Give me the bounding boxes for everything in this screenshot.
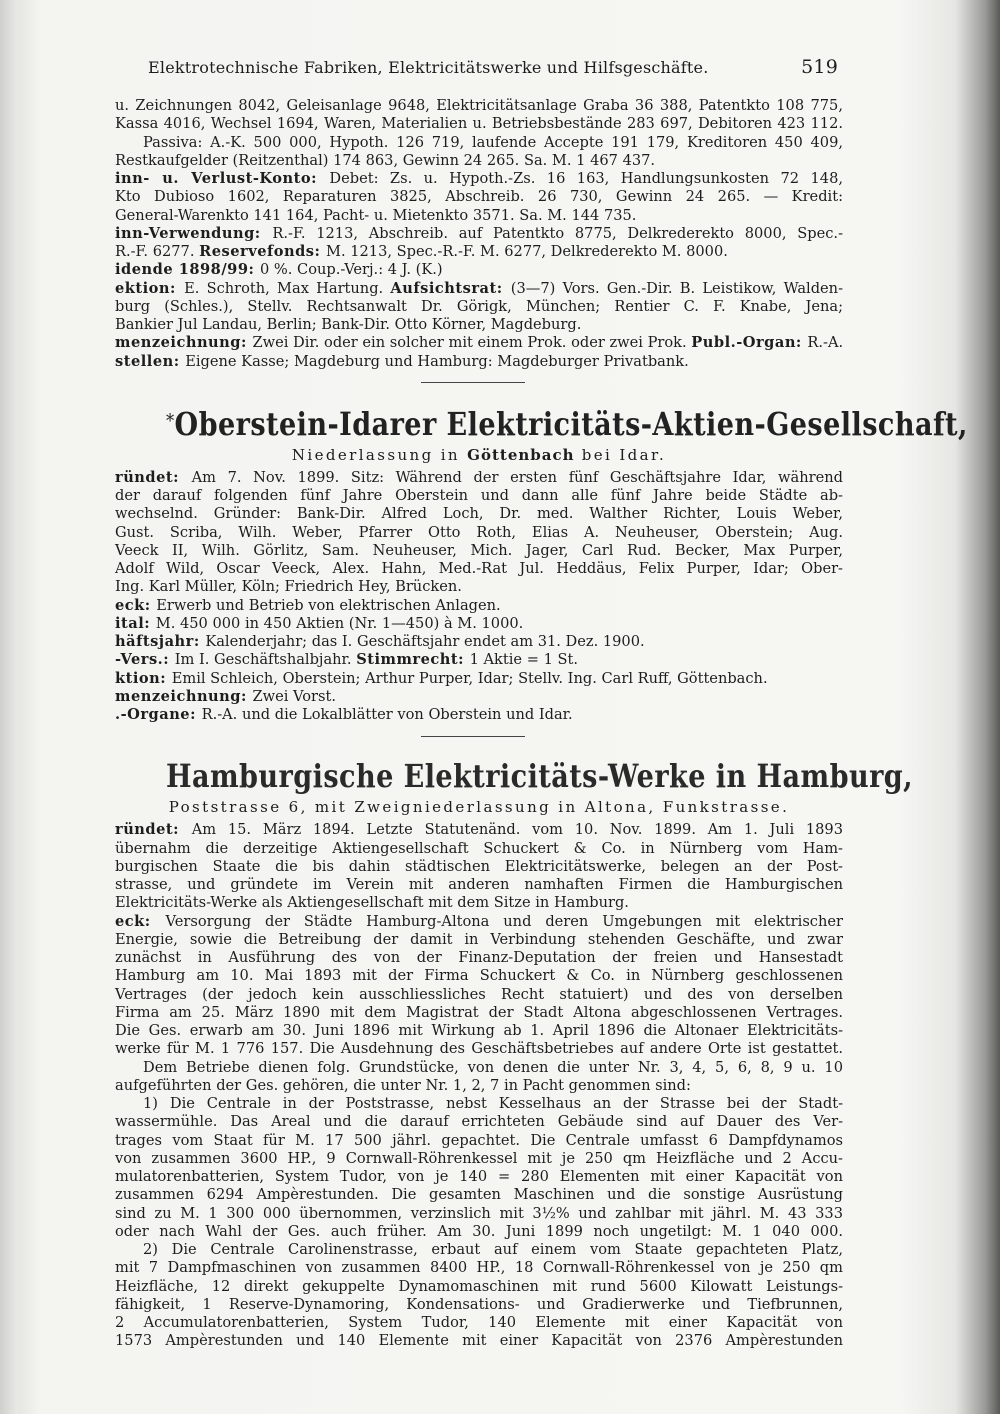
text-line (115, 578, 843, 596)
text-line (115, 1040, 843, 1058)
text-line (115, 597, 843, 615)
field-label: eck: (115, 912, 166, 930)
field-label: eck: (115, 596, 157, 614)
text-line (115, 316, 843, 334)
field-text: Firma am 25. März 1890 mit dem Magistrat der Stadt Altona abgeschlossenen Vertrages. (115, 1003, 843, 1021)
text-line (115, 524, 843, 542)
text-line (115, 1059, 843, 1077)
field-text: oder nach Wahl der Ges. auch früher. Am 30. Juni 1899 noch ungetilgt: M. 1 040 000. (115, 1222, 843, 1240)
text-line (115, 1022, 843, 1040)
asterisk-mark: * (165, 409, 175, 432)
text-line (115, 334, 843, 352)
text-line (115, 706, 843, 724)
page-body (115, 97, 968, 1351)
text-line (115, 97, 843, 115)
text-line (115, 1296, 843, 1314)
field-text: Zwei Vorst. (252, 687, 336, 705)
field-text: Energie, sowie die Betreibung der damit in Verbindung stehenden Geschäfte, und zwar (115, 930, 843, 948)
text-line (115, 225, 843, 243)
field-label: ründet: (115, 821, 192, 839)
field-text: Adolf Wild, Oscar Veeck, Alex. Hahn, Med.-Rat Jul. Heddäus, Felix Purper, Idar; Ober- (115, 560, 843, 577)
section-divider (421, 382, 525, 383)
field-label: häftsjahr: (115, 633, 206, 650)
field-text: wassermühle. Das Areal und die darauf errichteten Gebäude sind auf Dauer des Ver- (115, 1113, 843, 1131)
company-title: Hamburgische Elektricitäts-Werke in Hamburg, (165, 758, 914, 796)
text-line (115, 152, 843, 170)
field-text: Zwei Dir. oder ein solcher mit einem Prok. oder zwei Prok. (252, 334, 692, 352)
field-text: Kassa 4016, Wechsel 1694, Waren, Materialien u. Betriebsbestände 283 697, Debitoren 423 112. (115, 115, 843, 133)
text-line (115, 542, 843, 560)
field-label: inn-Verwendung: (115, 224, 273, 242)
text-line (115, 840, 843, 858)
field-text: aufgeführten der Ges. gehören, die unter Nr. 1, 2, 7 in Pacht genommen sind: (115, 1076, 691, 1094)
text-line (115, 280, 843, 298)
text-line (115, 1150, 843, 1168)
text-line (115, 688, 843, 706)
field-text: 2 Accumulatorenbatterien, System Tudor, 140 Elemente mit einer Kapacität von (115, 1314, 843, 1331)
text-line (115, 1278, 843, 1296)
field-text: übernahm die derzeitige Aktiengesellschaft Schuckert & Co. in Nürnberg vom Ham- (115, 839, 843, 857)
field-text: Kto Dubioso 1602, Reparaturen 3825, Abschreib. 26 730, Gewinn 24 265. — Kredit: (115, 188, 843, 206)
text-line (115, 115, 843, 133)
field-label: inn- u. Verlust-Konto: (115, 170, 330, 187)
text-line (115, 1113, 843, 1131)
field-text: Dem Betriebe dienen folg. Grundstücke, von denen die unter Nr. 3, 4, 5, 6, 8, 9 u. 10 (143, 1058, 843, 1076)
text-line (115, 1314, 843, 1332)
field-text: Am 15. März 1894. Letzte Statutenänd. vom 10. Nov. 1899. Am 1. Juli 1893 (191, 821, 844, 839)
company-subtitle: Poststrasse 6, mit Zweigniederlassung in Altona, Funkstrasse. (168, 798, 790, 817)
field-text: mulatorenbatterien, System Tudor, von je 140 = 280 Elementen mit einer Kapacität von (115, 1168, 843, 1185)
field-text: Bankier Jul Landau, Berlin; Bank-Dir. Otto Körner, Magdeburg. (115, 316, 582, 333)
previous-entry-continuation (115, 97, 843, 371)
field-text: General-Warenkto 141 164, Pacht- u. Mietenkto 3571. Sa. M. 144 735. (115, 206, 637, 224)
field-label: ründet: (115, 468, 192, 486)
text-line (115, 1332, 843, 1350)
binding-gutter (0, 0, 18, 1414)
field-text: sind zu M. 1 300 000 übernommen, verzinslich mit 3½% und zahlbar mit jährl. M. 43 333 (115, 1204, 843, 1222)
field-text: Die Ges. erwarb am 30. Juni 1896 mit Wirkung ab 1. April 1896 die Altonaer Elektricitäts- (115, 1022, 843, 1039)
field-text: Passiva: A.-K. 500 000, Hypoth. 126 719, laufende Accepte 191 179, Kreditoren 450 409, (143, 133, 843, 151)
text-line (115, 651, 843, 669)
field-text: Erwerb und Betrieb von elektrischen Anlagen. (156, 596, 501, 614)
text-line (115, 615, 843, 633)
field-text: der darauf folgenden fünf Jahre Oberstein und dann alle fünf Jahre beide Städte ab- (115, 487, 843, 504)
field-text: burg (Schles.), Stellv. Rechtsanwalt Dr. Görigk, München; Rentier C. F. Knabe, Jena; (115, 297, 843, 315)
field-text: E. Schroth, Max Hartung. (184, 279, 391, 297)
field-text: Emil Schleich, Oberstein; Arthur Purper, Idar; Stellv. Ing. Carl Ruff, Göttenbach. (171, 669, 768, 687)
field-label: menzeichnung: (115, 687, 253, 705)
text-line (115, 821, 843, 839)
text-line (115, 1186, 843, 1204)
field-label: Aufsichtsrat: (390, 279, 511, 297)
field-text: Versorgung der Städte Hamburg-Altona und deren Umgebungen mit elektrischer (165, 912, 843, 930)
text-line (115, 894, 843, 912)
field-text: R.-A. und die Lokalblätter von Oberstein und Idar. (201, 706, 573, 723)
field-text: von zusammen 3600 HP., 9 Cornwall-Röhrenkessel mit je 250 qm Heizfläche und 2 Accu- (115, 1149, 843, 1167)
field-text: 2) Die Centrale Carolinenstrasse, erbaut auf einem vom Staate gepachteten Platz, (143, 1241, 843, 1258)
field-text: Kalenderjahr; das I. Geschäftsjahr endet am 31. Dez. 1900. (205, 633, 645, 650)
subtitle-place: Göttenbach (467, 445, 575, 464)
page-number: 519 (801, 56, 838, 78)
field-text: werke für M. 1 776 157. Die Ausdehnung des Geschäftsbetriebes auf andere Orte ist gestattet. (115, 1040, 843, 1058)
field-text: wechselnd. Gründer: Bank-Dir. Alfred Loch, Dr. med. Walther Richter, Louis Weber, (115, 505, 843, 523)
field-label: .-Organe: (115, 706, 202, 723)
company-entry-oberstein (115, 403, 968, 725)
running-title: Elektrotechnische Fabriken, Elektricitätswerke und Hilfsgeschäfte. (148, 58, 709, 77)
field-text: Im I. Geschäftshalbjahr. (174, 651, 357, 669)
field-text: 1 Aktie = 1 St. (469, 651, 578, 669)
field-text: 0 %. Coup.-Verj.: 4 J. (K.) (259, 261, 443, 279)
field-text: R.-F. 1213, Abschreib. auf Patentkto 8775, Delkrederekto 8000, Spec.- (272, 224, 843, 242)
field-label: Reservefonds: (199, 243, 326, 260)
field-label: ital: (115, 614, 156, 632)
field-text: Heizfläche, 12 direkt gekuppelte Dynamomaschinen mit rund 5600 Kilowatt Leistungs- (115, 1277, 843, 1295)
field-text: R.-A. (807, 334, 844, 352)
text-line (115, 986, 843, 1004)
text-line (115, 469, 843, 487)
field-text: Elektricitäts-Werke als Aktiengesellschaft mit dem Sitze in Hamburg. (115, 894, 629, 912)
field-text: Gust. Scriba, Wilh. Weber, Pfarrer Otto Roth, Elias A. Neuheuser, Oberstein; Aug. (115, 523, 843, 541)
text-line (115, 967, 843, 985)
text-line (115, 670, 843, 688)
field-text: (3—7) Vors. Gen.-Dir. B. Leistikow, Walden- (510, 279, 844, 297)
text-line (115, 134, 843, 152)
field-text: Debet: Zs. u. Hypoth.-Zs. 16 163, Handlungsunkosten 72 148, (329, 170, 843, 187)
section-divider (421, 736, 525, 737)
field-text: Eigene Kasse; Magdeburg und Hamburg: Magdeburger Privatbank. (185, 352, 689, 370)
text-line (115, 633, 843, 651)
field-text: strasse, und gründete im Verein mit anderen namhaften Firmen die Hamburgischen (115, 876, 843, 893)
company-details (115, 821, 843, 1350)
text-line (115, 1004, 843, 1022)
running-header (148, 56, 838, 78)
field-label: stellen: (115, 352, 186, 370)
company-subtitle: Niederlassung in Göttenbach bei Idar. (291, 445, 667, 464)
company-details (115, 469, 843, 725)
text-line (115, 207, 843, 225)
text-line (115, 1132, 843, 1150)
field-label: Stimmrecht: (356, 651, 470, 669)
field-text: Am 7. Nov. 1899. Sitz: Während der ersten fünf Geschäftsjahre Idar, während (191, 468, 844, 486)
text-line (115, 298, 843, 316)
text-line (115, 188, 843, 206)
text-line (115, 931, 843, 949)
field-text: Hamburg am 10. Mai 1893 mit der Firma Schuckert & Co. in Nürnberg geschlossenen (115, 967, 843, 985)
field-text: mit 7 Dampfmaschinen von zusammen 8400 HP., 18 Cornwall-Röhrenkessel von je 250 qm (115, 1259, 843, 1277)
text-line (115, 1077, 843, 1095)
text-line (115, 949, 843, 967)
field-text: Veeck II, Wilh. Görlitz, Sam. Neuheuser, Mich. Jager, Carl Rud. Becker, Max Purper, (115, 541, 843, 559)
field-label: idende 1898/99: (115, 261, 260, 279)
field-text: zunächst in Ausführung des von der Finanz-Deputation der freien und Hansestadt (115, 949, 843, 966)
text-line (115, 858, 843, 876)
field-text: u. Zeichnungen 8042, Geleisanlage 9648, Elektricitätsanlage Graba 36 388, Patentkto 108 775, (115, 97, 843, 114)
field-text: Ing. Karl Müller, Köln; Friedrich Hey, Brücken. (115, 578, 462, 596)
field-text: zusammen 6294 Ampèrestunden. Die gesamten Maschinen und die sonstige Ausrüstung (115, 1186, 843, 1204)
text-line (115, 1168, 843, 1186)
field-text: Vertrages (der jedoch kein ausschliessliches Recht statuiert) und des von derselben (115, 985, 843, 1003)
text-line (115, 261, 843, 279)
field-text: R.-F. 6277. (115, 243, 200, 260)
field-label: menzeichnung: (115, 334, 253, 352)
text-line (115, 170, 843, 188)
field-text: Restkaufgelder (Reitzenthal) 174 863, Gewinn 24 265. Sa. M. 1 467 437. (115, 151, 656, 169)
text-line (115, 243, 843, 261)
text-line (115, 505, 843, 523)
text-line (115, 560, 843, 578)
field-text: 1573 Ampèrestunden und 140 Elemente mit einer Kapacität von 2376 Ampèrestunden (115, 1332, 843, 1350)
field-label: Publ.-Organ: (691, 334, 808, 352)
text-line (115, 1223, 843, 1241)
field-label: -Vers.: (115, 651, 175, 669)
field-text: trages vom Staat für M. 17 500 jährl. gepachtet. Die Centrale umfasst 6 Dampfdynamos (115, 1131, 843, 1149)
text-line (115, 1241, 843, 1259)
text-line (115, 487, 843, 505)
company-title: *Oberstein-Idarer Elektricitäts-Aktien-Gesellschaft, (165, 405, 968, 443)
text-line (115, 1259, 843, 1277)
field-text: M. 1213, Spec.-R.-F. M. 6277, Delkrederekto M. 8000. (326, 243, 728, 260)
text-line (115, 1095, 843, 1113)
company-entry-hamburg (115, 758, 914, 1350)
field-text: 1) Die Centrale in der Poststrasse, nebst Kesselhaus an der Strasse bei der Stadt- (143, 1095, 843, 1112)
text-line (115, 876, 843, 894)
text-line (115, 913, 843, 931)
field-text: burgischen Staate die bis dahin städtischen Elektricitätswerke, belegen an der Post- (115, 857, 843, 875)
text-line (115, 353, 843, 371)
field-label: ktion: (115, 669, 172, 687)
field-text: M. 450 000 in 450 Aktien (Nr. 1—450) à M. 1000. (155, 614, 524, 632)
field-text: fähigkeit, 1 Reserve-Dynamoring, Kondensations- und Gradierwerke und Tiefbrunnen, (115, 1295, 843, 1313)
text-line (115, 1205, 843, 1223)
field-label: ektion: (115, 279, 185, 297)
